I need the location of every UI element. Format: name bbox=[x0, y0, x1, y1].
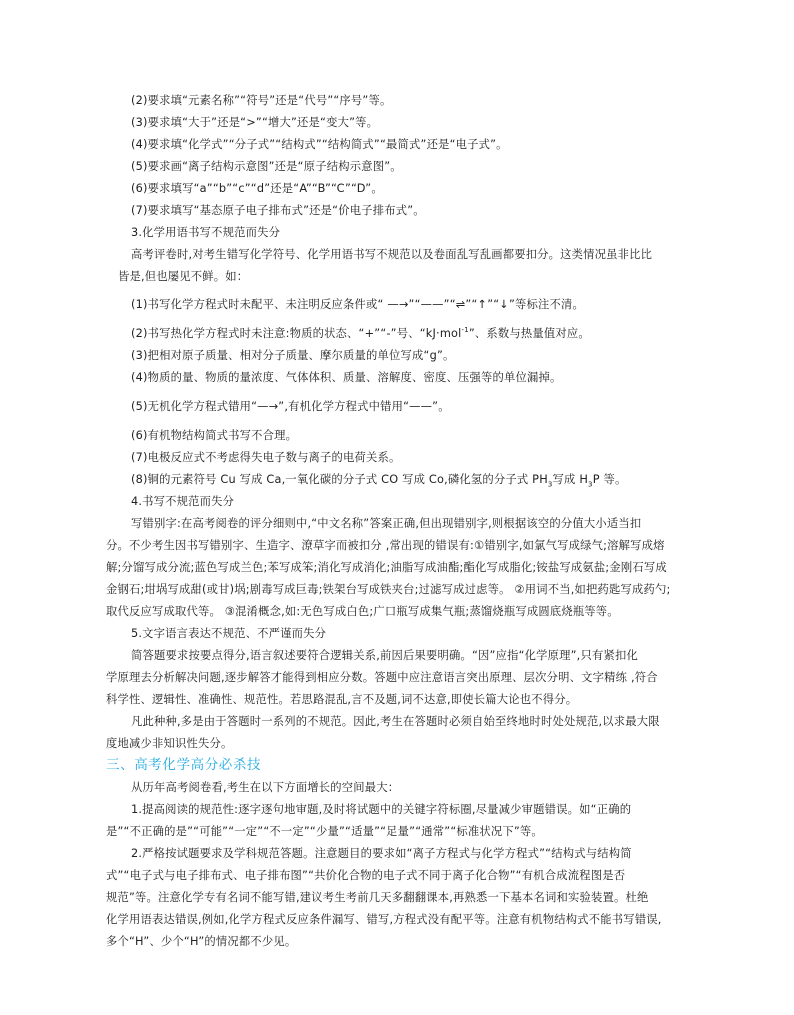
error-item-4: (4)物质的量、物质的量浓度、气体体积、质量、溶解度、密度、压强等的单位漏掉。 bbox=[131, 371, 562, 384]
paragraph-line: 学原理去分析解决问题,逐步解答才能得到相应分数。答题中应注意语言突出原理、层次分明、文字精练 ,符合 bbox=[106, 671, 658, 684]
paragraph-line: 凡此种种,多是由于答题时一系列的不规范。因此,考生在答题时必须自始至终地时时处处规范,以求最大限 bbox=[131, 715, 660, 728]
section-3-title: 3.化学用语书写不规范而失分 bbox=[131, 226, 281, 239]
requirement-item-3: (3)要求填“大于”还是“>”“增大”还是“变大”等。 bbox=[131, 116, 379, 129]
paragraph-line: 高考评卷时,对考生错写化学符号、化学用语书写不规范以及卷面乱写乱画都要扣分。这类情况虽非比比 bbox=[131, 248, 653, 261]
error-item-5: (5)无机化学方程式错用“—→”,有机化学方程式中错用“——”。 bbox=[131, 400, 450, 413]
error-item-6: (6)有机物结构简式书写不合理。 bbox=[131, 429, 298, 442]
section-5-title: 5.文字语言表达不规范、不严谨而失分 bbox=[131, 627, 327, 640]
paragraph-line: 规范”等。注意化学专有名词不能写错,建议考生考前几天多翻翻课本,再熟悉一下基本名词和实验装置。杜绝 bbox=[106, 891, 649, 904]
error-item-1: (1)书写化学方程式时未配平、未注明反应条件或“ —→”“——”“⇌”“↑”“↓”等标注不清。 bbox=[131, 298, 584, 311]
paragraph-line: 金钢石;坩埚写成甜(或甘)埚;剧毒写成巨毒;铁架台写成铁夹台;过滤写成过虑等。 ②用词不当,如把药匙写成药勺; bbox=[106, 583, 671, 596]
requirement-item-7: (7)要求填写“基态原子电子排布式”还是“价电子排布式”。 bbox=[131, 204, 425, 217]
error-item-2: (2)书写热化学方程式时未注意:物质的状态、“+”“-”号、“kJ·mol$^{-1}$”、系数与热量值对应。 bbox=[131, 326, 590, 340]
requirement-item-5: (5)要求画“离子结构示意图”还是“原子结构示意图”。 bbox=[131, 160, 402, 173]
section-4-title: 4.书写不规范而失分 bbox=[131, 495, 235, 508]
paragraph-line: 写错别字:在高考阅卷的评分细则中,“中文名称”答案正确,但出现错别字,则根据该空的分值大小适当扣 bbox=[131, 517, 642, 530]
error-item-8: (8)铜的元素符号 Cu 写成 Ca,一氧化碳的分子式 CO 写成 Co,磷化氢的分子式 $PH_3$写成 $H_3P$ 等。 bbox=[131, 473, 627, 489]
section-heading: 三、高考化学高分必杀技 bbox=[106, 757, 262, 773]
paragraph-line: 是”“不正确的是”“可能”“一定”“不一定”“少量”“适量”“足量”“通常”“标准状况下”等。 bbox=[106, 825, 543, 838]
paragraph-line: 简答题要求按要点得分,语言叙述要符合逻辑关系,前因后果要明确。“因”应指“化学原理”,只有紧扣化 bbox=[131, 649, 638, 662]
paragraph-line: 从历年高考阅卷看,考生在以下方面增长的空间最大： bbox=[131, 781, 400, 794]
paragraph-line: 科学性、逻辑性、准确性、规范性。若思路混乱,言不及题,词不达意,即使长篇大论也不得分。 bbox=[106, 693, 578, 706]
paragraph-line: 度地减少非知识性失分。 bbox=[106, 737, 233, 750]
paragraph-line: 多个“H”、少个“H”的情况都不少见。 bbox=[106, 935, 297, 948]
paragraph-line: 1.提高阅读的规范性:逐字逐句地审题,及时将试题中的关键字符标圈,尽量减少审题错误。如“正确的 bbox=[131, 803, 632, 816]
paragraph-line: 2.严格按试题要求及学科规范答题。注意题目的要求如“离子方程式与化学方程式”“结构式与结构简 bbox=[131, 847, 632, 860]
requirement-item-6: (6)要求填写“a”“b”“c”“d”还是“A”“B”“C”“D”。 bbox=[131, 182, 383, 195]
paragraph-line: 解;分馏写成分流;蓝色写成兰色;苯写成笨;消化写成消化;油脂写成油酯;酯化写成脂化;铵盐写成氨盐;金刚石写成 bbox=[106, 561, 667, 574]
paragraph-line: 皆是,但也屡见不鲜。如： bbox=[118, 270, 249, 283]
error-item-3: (3)把相对原子质量、相对分子质量、摩尔质量的单位写成“g”。 bbox=[131, 349, 455, 362]
paragraph-line: 取代反应写成取代等。 ③混淆概念,如:无色写成白色;广口瓶写成集气瓶;蒸馏烧瓶写成圆底烧瓶等等。 bbox=[106, 605, 619, 618]
requirement-item-4: (4)要求填“化学式”“分子式”“结构式”“结构简式”“最简式”还是“电子式”。 bbox=[131, 138, 508, 151]
paragraph-line: 化学用语表达错误,例如,化学方程式反应条件漏写、错写,方程式没有配平等。注意有机物结构式不能书写错误, bbox=[106, 913, 662, 926]
requirement-item-2: (2)要求填“元素名称”“符号”还是“代号”“序号”等。 bbox=[131, 94, 392, 107]
paragraph-line: 式”“电子式与电子排布式、电子排布图”“共价化合物的电子式不同于离子化合物”“有机合成流程图是否 bbox=[106, 869, 626, 882]
paragraph-line: 分。不少考生因书写错别字、生造字、潦草字而被扣分 ,常出现的错误有:①错别字,如氯气写成绿气;溶解写成熔 bbox=[106, 539, 665, 552]
error-item-7: (7)电极反应式不考虑得失电子数与离子的电荷关系。 bbox=[131, 451, 401, 464]
